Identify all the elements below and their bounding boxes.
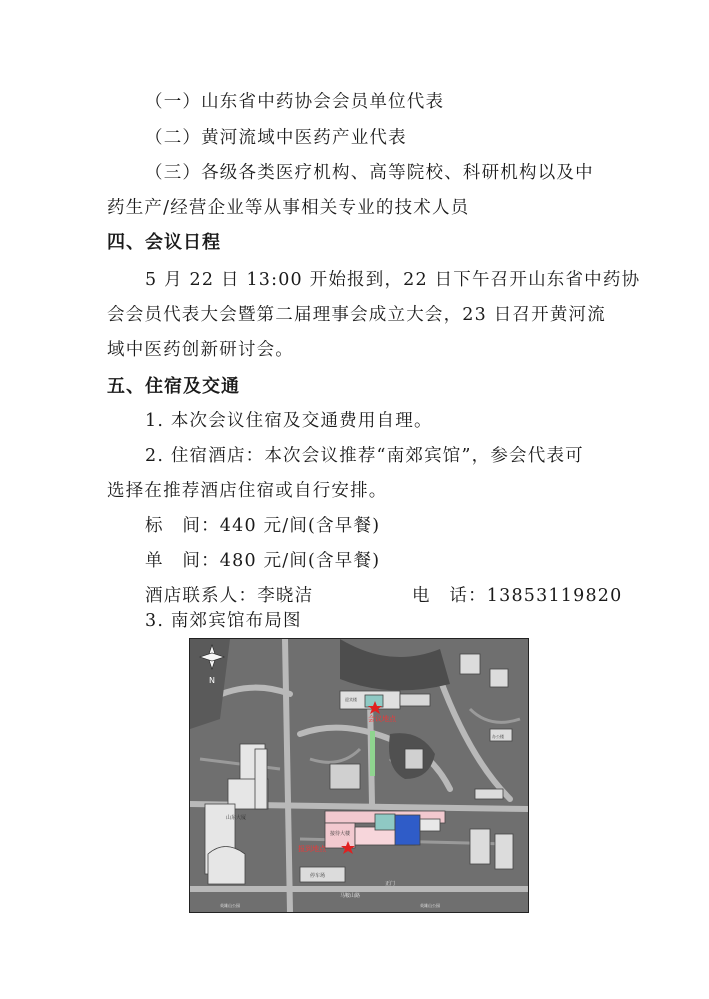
map-label-parking: 停车场 bbox=[310, 873, 326, 879]
attendee-line-3: （三）各级各类医疗机构、高等院校、科研机构以及中 bbox=[145, 163, 594, 183]
room-standard-price: 标 间：440 元/间(含早餐) bbox=[145, 516, 381, 536]
room-single-price: 单 间：480 元/间(含早餐) bbox=[145, 551, 381, 571]
map-label-yingbin: 迎宾楼 bbox=[345, 697, 357, 702]
hotel-phone: 电 话：13853119820 bbox=[412, 586, 623, 606]
attendee-line-2: （二）黄河流域中医药产业代表 bbox=[145, 128, 407, 148]
map-label-checkin: 报到地点 bbox=[298, 845, 326, 853]
hotel-contact: 酒店联系人：李晓洁 bbox=[145, 586, 314, 606]
map-label-office: 办公楼 bbox=[492, 734, 504, 739]
attendee-line-4: 药生产/经营企业等从事相关专业的技术人员 bbox=[107, 198, 470, 218]
section-heading-accommodation: 五、住宿及交通 bbox=[107, 376, 240, 397]
accommodation-item-1: 1. 本次会议住宿及交通费用自理。 bbox=[145, 411, 433, 431]
map-label-park-left: 英雄山公园 bbox=[220, 903, 240, 908]
section-heading-schedule: 四、会议日程 bbox=[107, 232, 221, 253]
map-label-road: 马鞍山路 bbox=[340, 893, 361, 899]
map-label-venue: 会议地点 bbox=[368, 715, 396, 723]
accommodation-item-2-line-1: 2. 住宿酒店：本次会议推荐“南郊宾馆”，参会代表可 bbox=[145, 446, 584, 466]
map-label-gate: 正门 bbox=[385, 881, 396, 887]
map-label-shandong-building: 山东大厦 bbox=[226, 815, 247, 821]
hotel-layout-map bbox=[189, 638, 529, 913]
schedule-line-1: 5 月 22 日 13:00 开始报到，22 日下午召开山东省中药协 bbox=[145, 270, 641, 290]
schedule-line-3: 域中医药创新研讨会。 bbox=[107, 340, 294, 360]
accommodation-item-2-line-2: 选择在推荐酒店住宿或自行安排。 bbox=[107, 481, 388, 501]
compass-label: N bbox=[209, 676, 215, 685]
accommodation-item-3: 3. 南郊宾馆布局图 bbox=[145, 611, 302, 631]
schedule-line-2: 会会员代表大会暨第二届理事会成立大会，23 日召开黄河流 bbox=[107, 305, 606, 325]
map-label-park-right: 英雄山公园 bbox=[420, 903, 440, 908]
attendee-line-1: （一）山东省中药协会会员单位代表 bbox=[145, 92, 445, 112]
map-label-reception: 接待大楼 bbox=[330, 831, 351, 837]
